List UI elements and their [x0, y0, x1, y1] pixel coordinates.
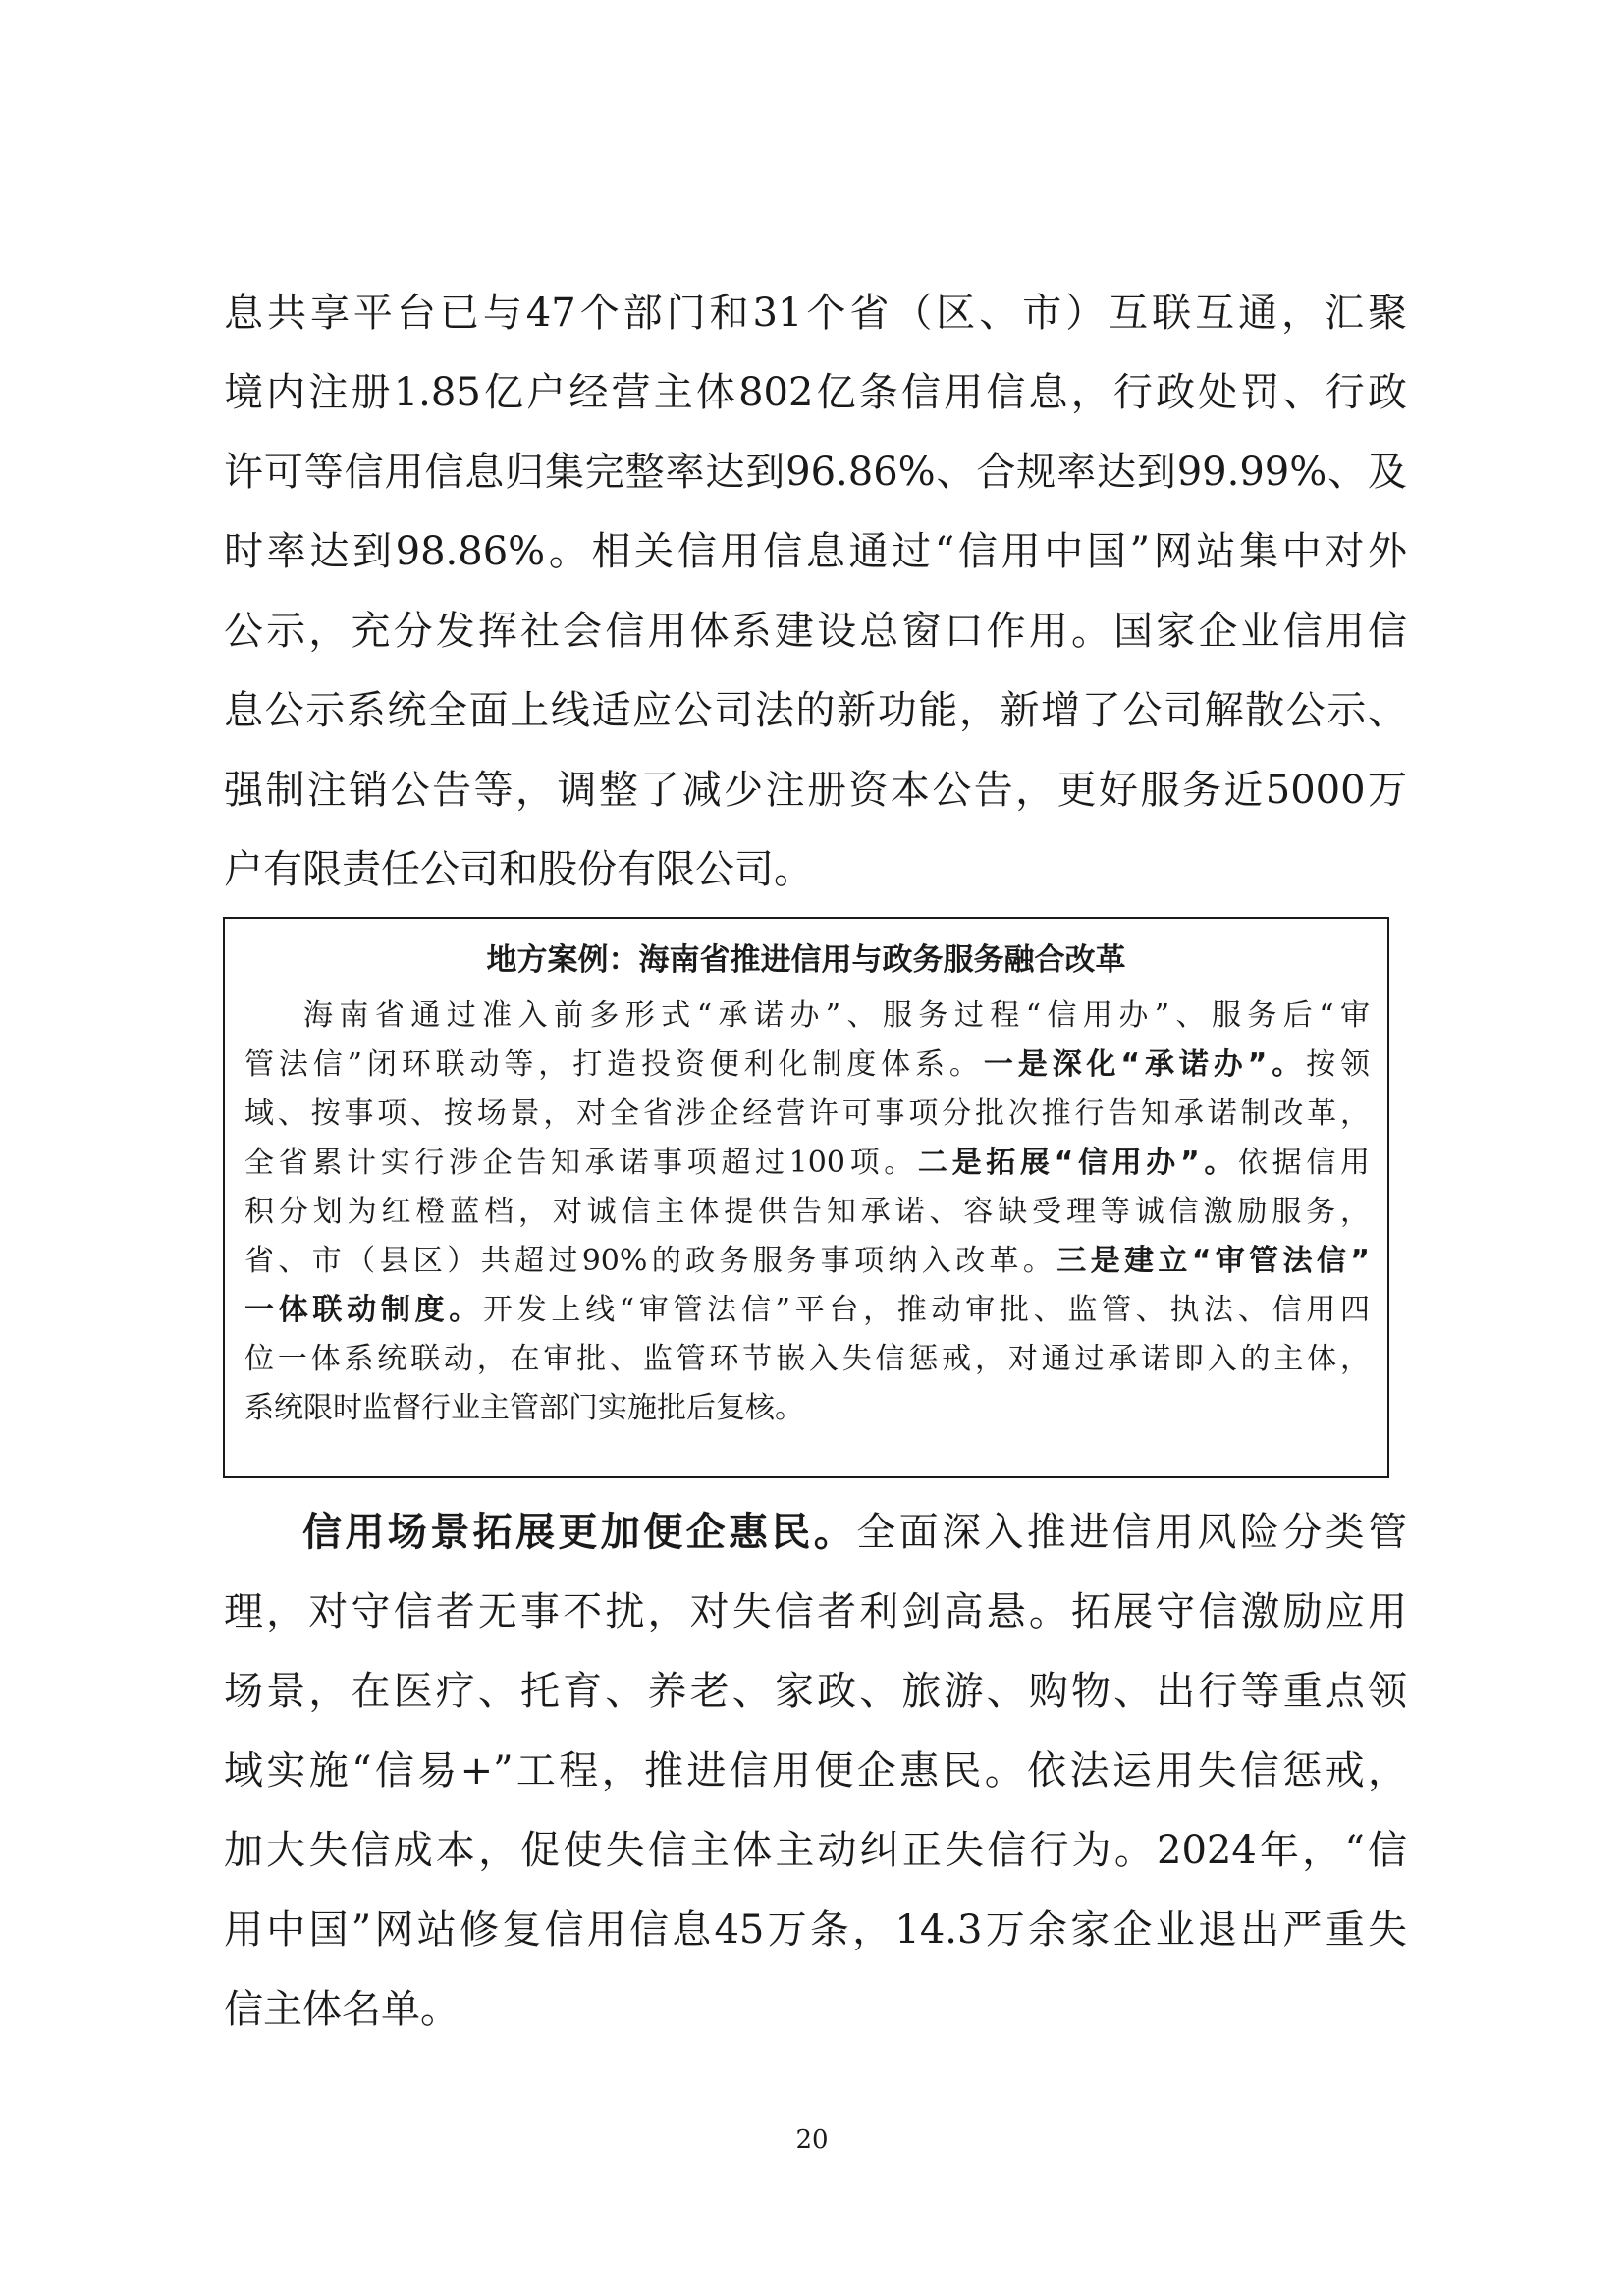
paragraph-line: 信主体名单。: [224, 1987, 460, 2032]
case-box-line: 位一体系统联动，在审批、监管环节嵌入失信惩戒，对通过承诺即入的主体，: [244, 1342, 1370, 1376]
case-box-line: 积分划为红橙蓝档，对诚信主体提供告知承诺、容缺受理等诚信激励服务，: [244, 1195, 1370, 1229]
case-box-line: 全省累计实行涉企告知承诺事项超过100项。二是拓展“信用办”。依据信用: [244, 1146, 1370, 1180]
paragraph-line: 域实施“信易+”工程，推进信用便企惠民。依法运用失信惩戒，: [224, 1748, 1407, 1793]
case-box-highlight: 二是拓展“信用办”。: [917, 1146, 1238, 1180]
case-box-line: 系统限时监督行业主管部门实施批后复核。: [244, 1391, 804, 1425]
paragraph-line: 许可等信用信息归集完整率达到96.86%、合规率达到99.99%、及: [224, 450, 1407, 495]
page-number: 20: [795, 2125, 829, 2155]
paragraph-line: 场景，在医疗、托育、养老、家政、旅游、购物、出行等重点领: [224, 1669, 1407, 1714]
paragraph-line: 加大失信成本，促使失信主体主动纠正失信行为。2024年，“信: [224, 1828, 1407, 1873]
paragraph-line: 息共享平台已与47个部门和31个省（区、市）互联互通，汇聚: [224, 291, 1407, 336]
paragraph-line: 息公示系统全面上线适应公司法的新功能，新增了公司解散公示、: [224, 688, 1407, 733]
paragraph-line: 时率达到98.86%。相关信用信息通过“信用中国”网站集中对外: [224, 529, 1407, 574]
paragraph-line: 用中国”网站修复信用信息45万条，14.3万余家企业退出严重失: [224, 1907, 1407, 1952]
case-box-line: 域、按事项、按场景，对全省涉企经营许可事项分批次推行告知承诺制改革，: [244, 1096, 1370, 1131]
case-box-line: 管法信”闭环联动等，打造投资便利化制度体系。一是深化“承诺办”。按领: [244, 1047, 1371, 1082]
paragraph-line: 户有限责任公司和股份有限公司。: [224, 847, 813, 892]
paragraph-line: 信用场景拓展更加便企惠民。全面深入推进信用风险分类管: [302, 1510, 1408, 1555]
case-box-line: 省、市（县区）共超过90%的政务服务事项纳入改革。三是建立“审管法信”: [244, 1244, 1370, 1278]
case-box: [223, 917, 1389, 1478]
paragraph-line: 强制注销公告等，调整了减少注册资本公告，更好服务近5000万: [224, 768, 1407, 813]
case-box-highlight: 一体联动制度。: [244, 1293, 483, 1327]
paragraph-line: 境内注册1.85亿户经营主体802亿条信用信息，行政处罚、行政: [224, 370, 1407, 415]
case-box-highlight: 一是深化“承诺办”。: [983, 1047, 1307, 1082]
case-box-title: 地方案例：海南省推进信用与政务服务融合改革: [486, 942, 1126, 978]
paragraph-line: 公示，充分发挥社会信用体系建设总窗口作用。国家企业信用信: [224, 609, 1407, 654]
paragraph-line: 理，对守信者无事不扰，对失信者利剑高悬。拓展守信激励应用: [224, 1589, 1407, 1634]
case-box-line: 海南省通过准入前多形式“承诺办”、服务过程“信用办”、服务后“审: [303, 998, 1370, 1033]
case-box-highlight: 三是建立“审管法信”: [1056, 1244, 1370, 1278]
case-box-line: 一体联动制度。开发上线“审管法信”平台，推动审批、监管、执法、信用四: [244, 1293, 1370, 1327]
section-lead: 信用场景拓展更加便企惠民。: [302, 1510, 857, 1555]
